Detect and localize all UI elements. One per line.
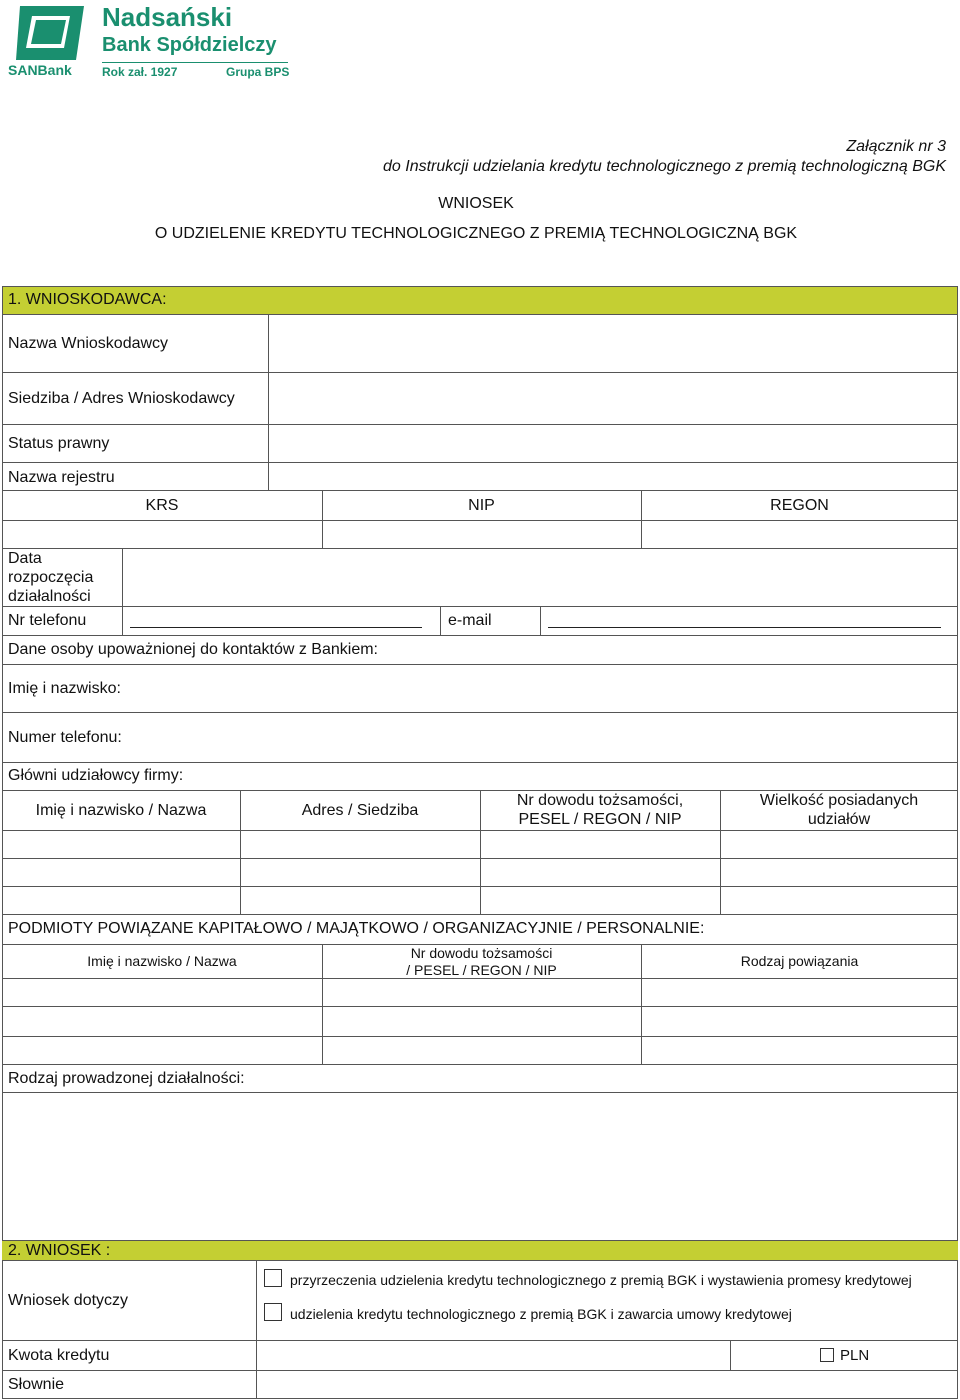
- shareholders-col-id-1: Nr dowodu tożsamości,: [516, 792, 684, 809]
- shareholders-heading: Główni udziałowcy firmy:: [8, 767, 184, 784]
- nip-header: NIP: [468, 497, 495, 514]
- krs-field[interactable]: [3, 521, 321, 547]
- logo-line1: Nadsański: [102, 2, 233, 32]
- phone-field[interactable]: [130, 627, 422, 628]
- logo-brand: SANBank: [8, 62, 72, 78]
- registry-name-field[interactable]: [270, 464, 956, 489]
- option-credit-checkbox[interactable]: [264, 1303, 282, 1321]
- applicant-address-label: Siedziba / Adres Wnioskodawcy: [8, 390, 235, 407]
- logo-founded: Rok zał. 1927: [102, 65, 178, 79]
- option-credit-label: udzielenia kredytu technologicznego z premią BGK i zawarcia umowy kredytowej: [290, 1306, 792, 1322]
- registry-name-label: Nazwa rejestru: [8, 469, 115, 486]
- shareholders-col-shares-2: udziałów: [807, 811, 871, 828]
- section2-heading: 2. WNIOSEK :: [8, 1242, 111, 1259]
- amount-in-words-field[interactable]: [258, 1371, 956, 1397]
- related-row[interactable]: [3, 979, 957, 1005]
- form-title: WNIOSEK: [438, 195, 514, 212]
- contact-name-label: Imię i nazwisko:: [8, 680, 121, 697]
- shareholders-col-address: Adres / Siedziba: [301, 802, 419, 819]
- nip-field[interactable]: [323, 521, 640, 547]
- applicant-name-label: Nazwa Wnioskodawcy: [8, 335, 169, 352]
- phone-label: Nr telefonu: [8, 612, 87, 629]
- contact-person-heading: Dane osoby upoważnionej do kontaktów z Bankiem:: [8, 641, 378, 658]
- applicant-name-field[interactable]: [270, 316, 956, 371]
- start-date-label-3: działalności: [8, 588, 91, 605]
- related-row[interactable]: [3, 1037, 957, 1063]
- section1-heading: 1. WNIOSKODAWCA:: [8, 291, 167, 308]
- activity-type-heading: Rodzaj prowadzonej działalności:: [8, 1070, 245, 1087]
- amount-in-words-label: Słownie: [8, 1376, 65, 1393]
- applicant-address-field[interactable]: [270, 374, 956, 423]
- legal-status-label: Status prawny: [8, 435, 110, 452]
- contact-name-field[interactable]: [140, 666, 956, 711]
- currency-label: PLN: [840, 1347, 870, 1364]
- krs-header: KRS: [145, 497, 179, 514]
- start-date-field[interactable]: [124, 550, 956, 605]
- regon-header: REGON: [770, 497, 829, 514]
- related-col-relation: Rodzaj powiązania: [740, 953, 859, 969]
- email-label: e-mail: [448, 612, 492, 629]
- shareholders-col-shares-1: Wielkość posiadanych: [759, 792, 919, 809]
- contact-phone-field[interactable]: [140, 714, 956, 761]
- email-field[interactable]: [548, 627, 941, 628]
- section2-bar: [2, 1241, 958, 1260]
- option-promise-checkbox[interactable]: [264, 1269, 282, 1287]
- bank-logo: [6, 2, 296, 82]
- related-col-id-2: / PESEL / REGON / NIP: [406, 962, 557, 978]
- regon-field[interactable]: [642, 521, 957, 547]
- logo-group: Grupa BPS: [226, 65, 290, 79]
- annex-number: Załącznik nr 3: [846, 138, 946, 155]
- shareholders-col-name: Imię i nazwisko / Nazwa: [35, 802, 207, 819]
- currency-pln-checkbox[interactable]: [820, 1348, 834, 1362]
- legal-status-field[interactable]: [270, 426, 956, 461]
- logo-emblem-icon: [6, 2, 92, 64]
- form-subtitle: O UDZIELENIE KREDYTU TECHNOLOGICZNEGO Z PREMIĄ TECHNOLOGICZNĄ BGK: [154, 225, 798, 242]
- activity-type-field[interactable]: [3, 1093, 957, 1239]
- shareholders-col-id-2: PESEL / REGON / NIP: [518, 811, 682, 828]
- logo-divider: [102, 62, 288, 63]
- shareholders-row[interactable]: [3, 831, 957, 857]
- related-entities-heading: PODMIOTY POWIĄZANE KAPITAŁOWO / MAJĄTKOWO / ORGANIZACYJNIE / PERSONALNIE:: [8, 920, 705, 937]
- instruction-reference: do Instrukcji udzielania kredytu technologicznego z premią technologiczną BGK: [383, 158, 946, 175]
- credit-amount-label: Kwota kredytu: [8, 1347, 110, 1364]
- option-promise-label: przyrzeczenia udzielenia kredytu technologicznego z premią BGK i wystawienia promesy kredytowej: [290, 1272, 912, 1288]
- related-row[interactable]: [3, 1007, 957, 1035]
- related-col-name: Imię i nazwisko / Nazwa: [87, 953, 237, 969]
- related-col-id-1: Nr dowodu tożsamości: [410, 945, 553, 961]
- start-date-label-2: rozpoczęcia: [8, 569, 94, 586]
- contact-phone-label: Numer telefonu:: [8, 729, 122, 746]
- request-concerns-label: Wniosek dotyczy: [8, 1292, 129, 1309]
- start-date-label-1: Data: [8, 550, 42, 567]
- shareholders-row[interactable]: [3, 859, 957, 885]
- credit-amount-field[interactable]: [258, 1341, 728, 1369]
- logo-line2: Bank Spółdzielczy: [102, 34, 277, 56]
